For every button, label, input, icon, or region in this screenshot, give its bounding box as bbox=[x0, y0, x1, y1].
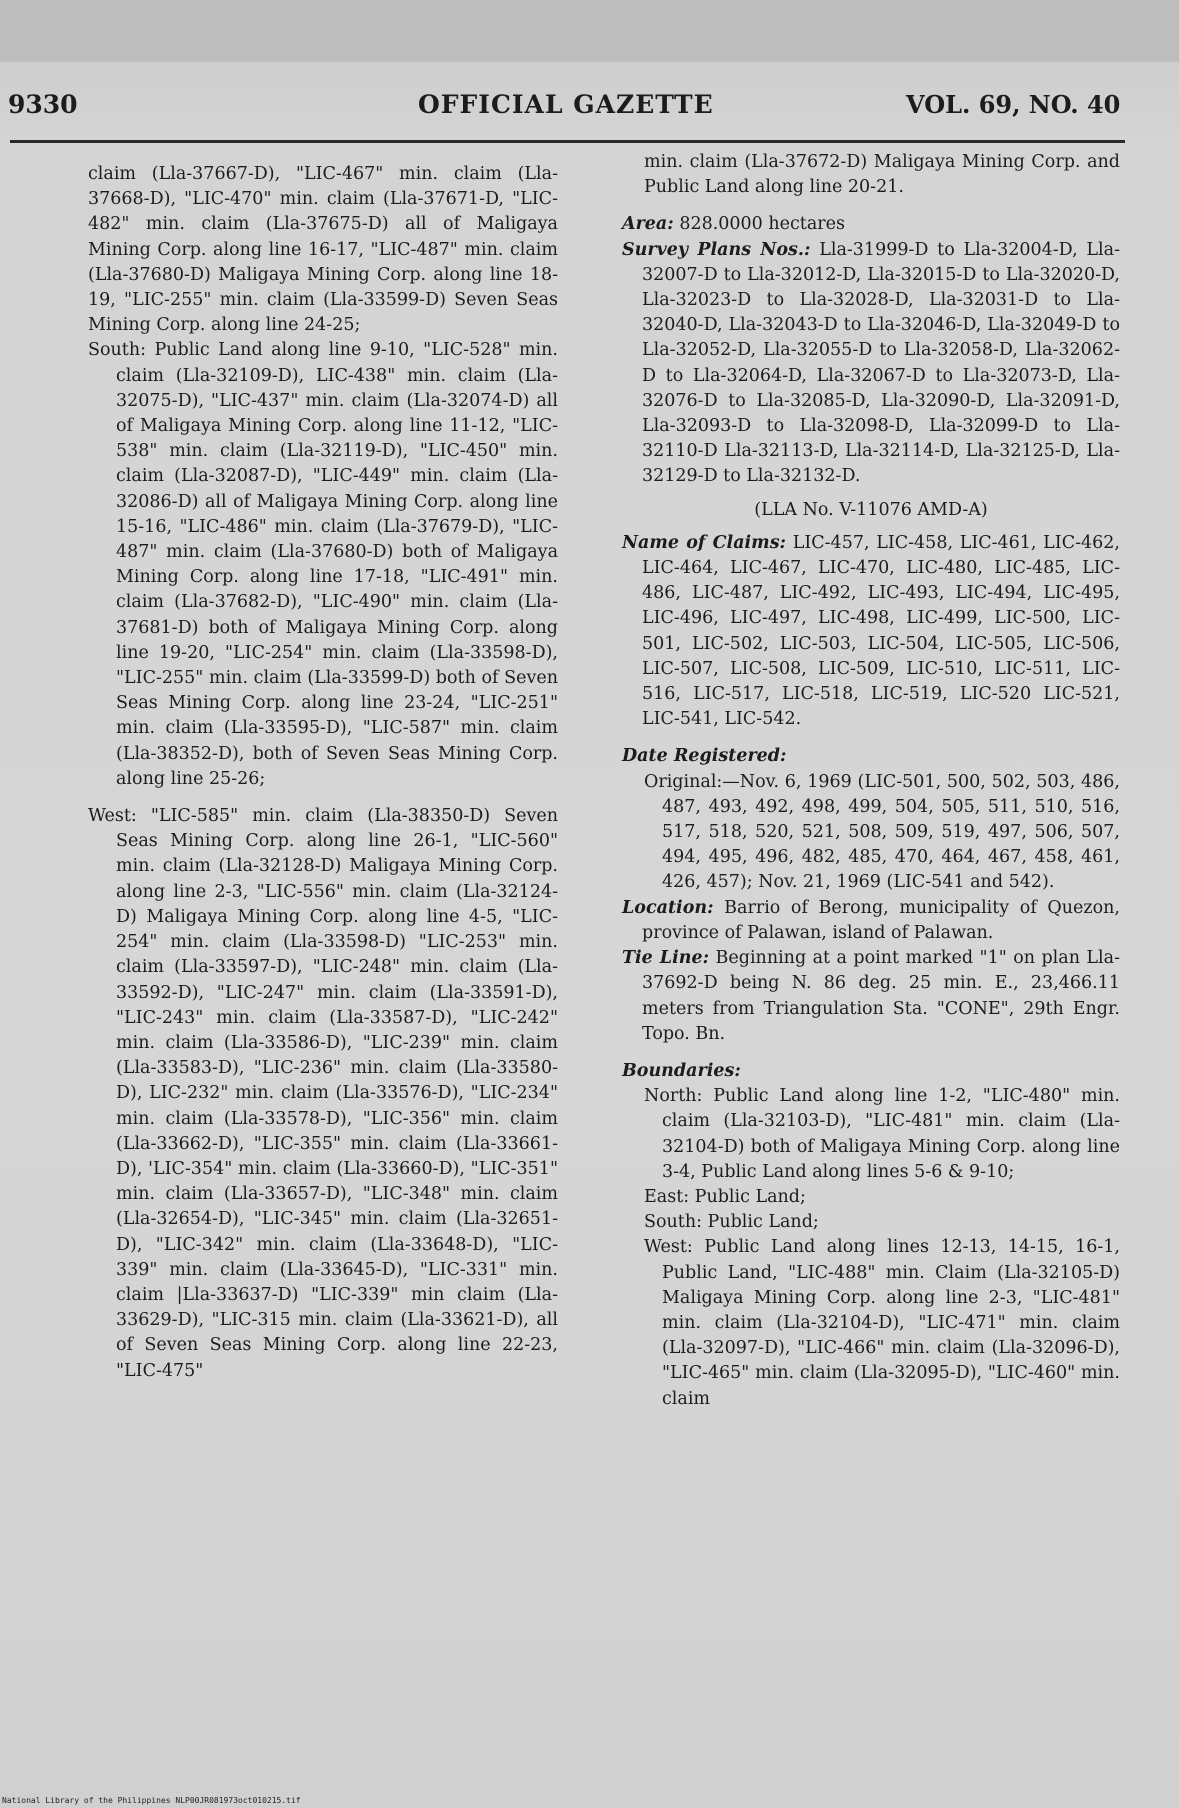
page-title: OFFICIAL GAZETTE bbox=[418, 90, 714, 119]
left-south-boundary: South: Public Land along line 9-10, "LIC-528" min. claim (Lla-32109-D), LIC-438" min. claim (Lla-32075-D), "LIC-437" min. claim (Lla-32074-D) all of Maligaya Mining Corp. along line 11-12, "LIC-538" min. claim (Lla-32119-D), "LIC-450" min. claim (Lla-32087-D), "LIC-449" min. claim (Lla-32086-D) all of Maligaya Mining Corp. along line 15-16, "LIC-486" min. claim (Lla-37679-D), "LIC-487" min. claim (Lla-37680-D) both of Maligaya Mining Corp. along line 17-18, "LIC-491" min. claim (Lla-37682-D), "LIC-490" min. claim (Lla-37681-D) both of Maligaya Mining Corp. along line 19-20, "LIC-254" min. claim (Lla-33598-D), "LIC-255" min. claim (Lla-33599-D) both of Seven Seas Mining Corp. along line 23-24, "LIC-251" min. claim (Lla-33595-D), "LIC-587" min. claim (Lla-38352-D), both of Seven Seas Mining Corp. along line 25-26; bbox=[88, 340, 558, 789]
location-label: Location: bbox=[622, 897, 714, 918]
scan-footer: National Library of the Philippines NLP00JR081973oct010215.tif bbox=[2, 1796, 301, 1805]
names-value: LIC-457, LIC-458, LIC-461, LIC-462, LIC-464, LIC-467, LIC-470, LIC-480, LIC-485, LIC-486, LIC-487, LIC-492, LIC-493, LIC-494, LIC-495, LIC-496, LIC-497, LIC-498, LIC-499, LIC-500, LIC-501, LIC-502, LIC-503, LIC-504, LIC-505, LIC-506, LIC-507, LIC-508, LIC-509, LIC-510, LIC-511, LIC-516, LIC-517, LIC-518, LIC-519, LIC-520 LIC-521, LIC-541, LIC-542. bbox=[642, 532, 1120, 730]
spacer bbox=[622, 1047, 1120, 1059]
south-boundary: South: Public Land; bbox=[644, 1212, 819, 1233]
boundaries-label: Boundaries: bbox=[622, 1060, 741, 1081]
tie-line bbox=[622, 946, 1120, 1047]
east-boundary: East: Public Land; bbox=[644, 1186, 806, 1207]
scan-top-shadow bbox=[0, 0, 1179, 62]
date-label: Date Registered: bbox=[622, 746, 787, 767]
survey-label: Survey Plans Nos.: bbox=[622, 239, 811, 260]
names-label: Name of Claims: bbox=[622, 532, 787, 553]
north-boundary: North: Public Land along line 1-2, "LIC-480" min. claim (Lla-32103-D), "LIC-481" min. claim (Lla-32104-D) both of Maligaya Mining Corp. along line 3-4, Public Land along lines 5-6 & 9-10; bbox=[644, 1086, 1120, 1182]
survey-plans bbox=[622, 238, 1120, 490]
tie-value: Beginning at a point marked "1" on plan Lla-37692-D being N. 86 deg. 25 min. E., 23,466.11 meters from Triangulation Sta. "CONE", 29th Engr. Topo. Bn. bbox=[642, 948, 1120, 1044]
claim-names bbox=[622, 531, 1120, 733]
location-value: Barrio of Berong, municipality of Quezon, province of Palawan, island of Palawan. bbox=[642, 897, 1120, 943]
spacer bbox=[622, 732, 1120, 744]
location bbox=[622, 896, 1120, 946]
spacer bbox=[622, 200, 1120, 212]
west-boundary: West: Public Land along lines 12-13, 14-15, 16-1, Public Land, "LIC-488" min. Claim (Lla-32105-D) Maligaya Mining Corp. along line 2-3, "LIC-481" min. claim (Lla-32104-D), "LIC-471" min. claim (Lla-32097-D), "LIC-466" min. claim (Lla-32096-D), "LIC-465" min. claim (Lla-32095-D), "LIC-460" min. claim bbox=[644, 1237, 1120, 1409]
area-label: Area: bbox=[622, 214, 674, 235]
date-registered-heading bbox=[622, 744, 1120, 769]
lla-number: (LLA No. V-11076 AMD-A) bbox=[754, 499, 988, 520]
left-continuation: claim (Lla-37667-D), "LIC-467" min. claim (Lla-37668-D), "LIC-470" min. claim (Lla-37671-D, "LIC-482" min. claim (Lla-37675-D) all of Maligaya Mining Corp. along line 16-17, "LIC-487" min. claim (Lla-37680-D) Maligaya Mining Corp. along line 18-19, "LIC-255" min. claim (Lla-33599-D) Seven Seas Mining Corp. along line 24-25; bbox=[88, 164, 558, 336]
tie-label: Tie Line: bbox=[622, 948, 710, 969]
date-registered-value: Original:—Nov. 6, 1969 (LIC-501, 500, 502, 503, 486, 487, 493, 492, 498, 499, 504, 505, 511, 510, 516, 517, 518, 520, 521, 508, 509, 519, 497, 506, 507, 494, 495, 496, 482, 485, 470, 464, 467, 458, 461, 426, 457); Nov. 21, 1969 (LIC-541 and 542). bbox=[644, 771, 1120, 893]
page-number: 9330 bbox=[8, 90, 78, 119]
area-line bbox=[622, 212, 1120, 237]
header-rule bbox=[10, 140, 1125, 143]
left-west-boundary: West: "LIC-585" min. claim (Lla-38350-D) Seven Seas Mining Corp. along line 26-1, "LIC-560" min. claim (Lla-32128-D) Maligaya Mining Corp. along line 2-3, "LIC-556" min. claim (Lla-32124-D) Maligaya Mining Corp. along line 4-5, "LIC-254" min. claim (Lla-33598-D) "LIC-253" min. claim (Lla-33597-D), "LIC-248" min. claim (Lla-33592-D), "LIC-247" min. claim (Lla-33591-D), "LIC-243" min. claim (Lla-33587-D), "LIC-242" min. claim (Lla-33586-D), "LIC-239" min. claim (Lla-33583-D), "LIC-236" min. claim (Lla-33580-D), LIC-232" min. claim (Lla-33576-D), "LIC-234" min. claim (Lla-33578-D), "LIC-356" min. claim (Lla-33662-D), "LIC-355" min. claim (Lla-33661-D), 'LIC-354" min. claim (Lla-33660-D), "LIC-351" min. claim (Lla-33657-D), "LIC-348" min. claim (Lla-32654-D), "LIC-345" min. claim (Lla-32651-D), "LIC-342" min. claim (Lla-33648-D), "LIC-339" min. claim (Lla-33645-D), "LIC-331" min. claim |Lla-33637-D) "LIC-339" min claim (Lla-33629-D), "LIC-315 min. claim (Lla-33621-D), all of Seven Seas Mining Corp. along line 22-23, "LIC-475" bbox=[88, 806, 558, 1381]
right-continuation: min. claim (Lla-37672-D) Maligaya Mining Corp. and Public Land along line 20-21. bbox=[644, 152, 1120, 198]
left-column bbox=[88, 162, 558, 1384]
spacer bbox=[88, 792, 558, 804]
area-value: 828.0000 hectares bbox=[679, 214, 845, 235]
boundaries-heading bbox=[622, 1059, 1120, 1084]
volume-number: VOL. 69, NO. 40 bbox=[906, 90, 1121, 119]
right-column bbox=[622, 150, 1120, 1412]
survey-value: Lla-31999-D to Lla-32004-D, Lla-32007-D to Lla-32012-D, Lla-32015-D to Lla-32020-D, Lla-32023-D to Lla-32028-D, Lla-32031-D to Lla-32040-D, Lla-32043-D to Lla-32046-D, Lla-32049-D to Lla-32052-D, Lla-32055-D to Lla-32058-D, Lla-32062-D to Lla-32064-D, Lla-32067-D to Lla-32073-D, Lla-32076-D to Lla-32085-D, Lla-32090-D, Lla-32091-D, Lla-32093-D to Lla-32098-D, Lla-32099-D to Lla-32110-D Lla-32113-D, Lla-32114-D, Lla-32125-D, Lla-32129-D to Lla-32132-D. bbox=[642, 239, 1120, 487]
